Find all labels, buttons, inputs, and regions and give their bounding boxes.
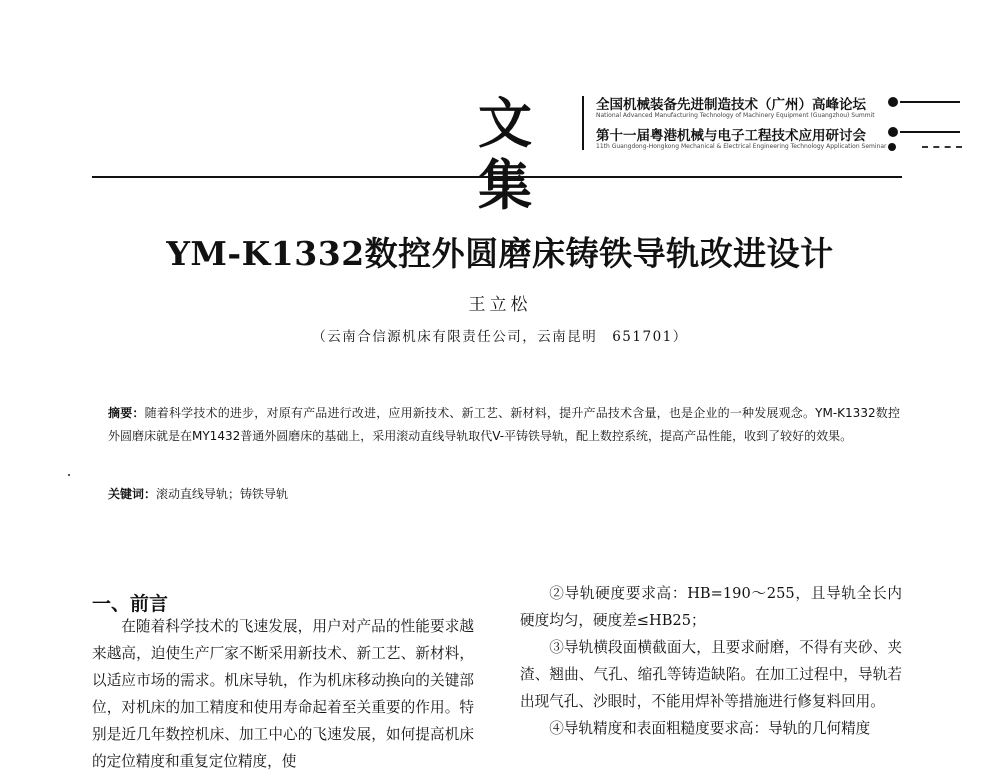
section-heading: 一、前言 [92,593,169,615]
list-item: ②导轨硬度要求高：HB=190～255，且导轨全长内硬度均匀，硬度差≤HB25； [520,585,903,629]
header-bullet-icon [888,143,896,151]
scan-speck [68,474,70,476]
header-bullet-icon [888,97,898,107]
paper-title: YM-K1332数控外圆磨床铸铁导轨改进设计 [166,234,834,273]
list-item: ③导轨横段面横截面大，且要求耐磨，不得有夹砂、夹渣、翘曲、气孔、缩孔等铸造缺陷。在加工过程中，导轨若出现气孔、沙眼时，不能用焊补等措施进行修复料回用。 [520,639,902,710]
abstract [108,402,900,448]
header-dash-rule [922,146,962,149]
paragraph: 在随着科学技术的飞速发展，用户对产品的性能要求越来越高，迫使生产厂家不断采用新技术、新工艺、新材料，以适应市场的需求。机床导轨，作为机床移动换向的关键部位，对机床的加工精度和使用寿命起着至关重要的作用。特别是近几年数控机床、加工中心的飞速发展，如何提高机床的定位精度和重复定位精度，使 [92,618,474,770]
keywords [108,484,900,504]
keywords-label: 关键词： [108,487,157,501]
author-name: 王立松 [468,295,532,315]
header-separator [92,176,902,178]
author-affiliation: （云南合信源机床有限责任公司，云南昆明 651701） [312,329,688,345]
right-column [520,580,902,742]
header-divider [582,96,584,150]
header-rule [900,101,960,103]
collection-brand: 文集 [478,91,530,217]
conference-title-1: 全国机械装备先进制造技术（广州）高峰论坛 [596,97,866,113]
list-item: ④导轨精度和表面粗糙度要求高：导轨的几何精度 [549,720,871,737]
abstract-text: 随着科学技术的进步，对原有产品进行改进，应用新技术、新工艺、新材料，提升产品技术含量，也是企业的一种发展观念。YM-K1332数控外圆磨床就是在MY1432普通外圆磨床的基础上，采用滚动直线导轨取代V-平铸铁导轨，配上数控系统，提高产品性能，收到了较好的效果。 [108,406,900,443]
abstract-label: 摘要： [108,406,145,420]
header-bullet-icon [888,127,898,137]
keywords-text: 滚动直线导轨；铸铁导轨 [156,487,289,501]
left-column [92,613,474,775]
conference-subtitle-2: 11th Guangdong-Hongkong Mechanical & Electrical Engineering Technology Application Seminar [596,143,887,150]
conference-subtitle-1: National Advanced Manufacturing Technology of Machinery Equipment (Guangzhou) Summit [596,112,875,119]
conference-title-2: 第十一届粤港机械与电子工程技术应用研讨会 [596,128,866,144]
header-rule [900,131,960,133]
